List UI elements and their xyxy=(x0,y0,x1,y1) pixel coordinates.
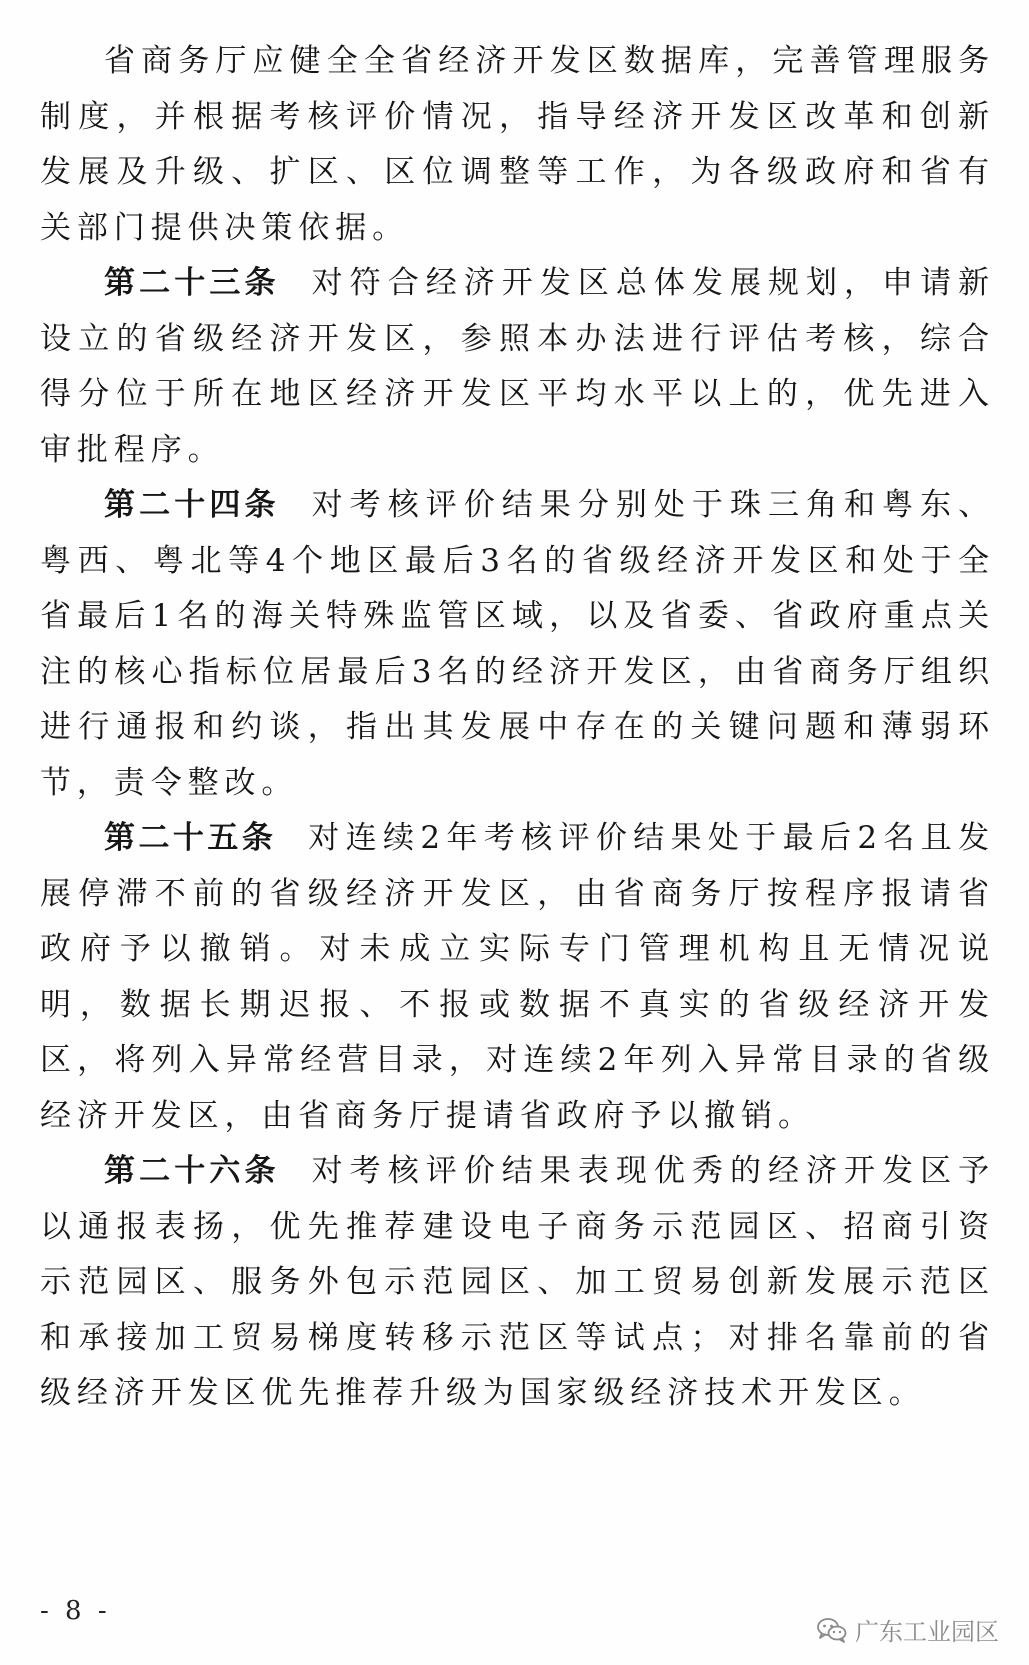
paragraph-text: 对考核评价结果分别处于珠三角和粤东、粤西、粤北等4个地区最后3名的省级经济开发区和处于全省最后1名的海关特殊监管区域，以及省委、省政府重点关注的核心指标位居最后3名的经济开发区，由省商务厅组织进行通报和约谈，指出其发展中存在的关键问题和薄弱环节，责令整改。 xyxy=(40,487,995,801)
paragraph-text: 省商务厅应健全全省经济开发区数据库，完善管理服务制度，并根据考核评价情况，指导经济开发区改革和创新发展及升级、扩区、区位调整等工作，为各级政府和省有关部门提供决策依据。 xyxy=(40,43,995,246)
wechat-icon xyxy=(817,1617,847,1643)
article-heading: 第二十六条 xyxy=(104,1153,280,1189)
paragraph-database xyxy=(40,34,995,256)
article-26 xyxy=(40,1144,995,1422)
paragraph-text: 对连续2年考核评价结果处于最后2名且发展停滞不前的省级经济开发区，由省商务厅按程序报请省政府予以撤销。对未成立实际专门管理机构且无情况说明，数据长期迟报、不报或数据不真实的省级经济开发区，将列入异常经营目录，对连续2年列入异常目录的省级经济开发区，由省商务厅提请省政府予以撤销。 xyxy=(40,820,996,1134)
article-23 xyxy=(40,256,995,478)
article-heading: 第二十三条 xyxy=(104,265,280,301)
paragraph-text: 对符合经济开发区总体发展规划，申请新设立的省级经济开发区，参照本办法进行评估考核，综合得分位于所在地区经济开发区平均水平以上的，优先进入审批程序。 xyxy=(40,265,995,468)
page-number: - 8 - xyxy=(40,1596,111,1626)
article-24 xyxy=(40,478,995,811)
article-25 xyxy=(40,811,995,1144)
document-body xyxy=(40,34,995,1422)
paragraph-text: 对考核评价结果表现优秀的经济开发区予以通报表扬，优先推荐建设电子商务示范园区、招商引资示范园区、服务外包示范园区、加工贸易创新发展示范区和承接加工贸易梯度转移示范区等试点；对排名靠前的省级经济开发区优先推荐升级为国家级经济技术开发区。 xyxy=(40,1153,995,1411)
wechat-watermark xyxy=(817,1612,999,1647)
article-heading: 第二十四条 xyxy=(104,487,280,523)
watermark-text: 广东工业园区 xyxy=(855,1618,999,1646)
article-heading: 第二十五条 xyxy=(104,820,277,856)
